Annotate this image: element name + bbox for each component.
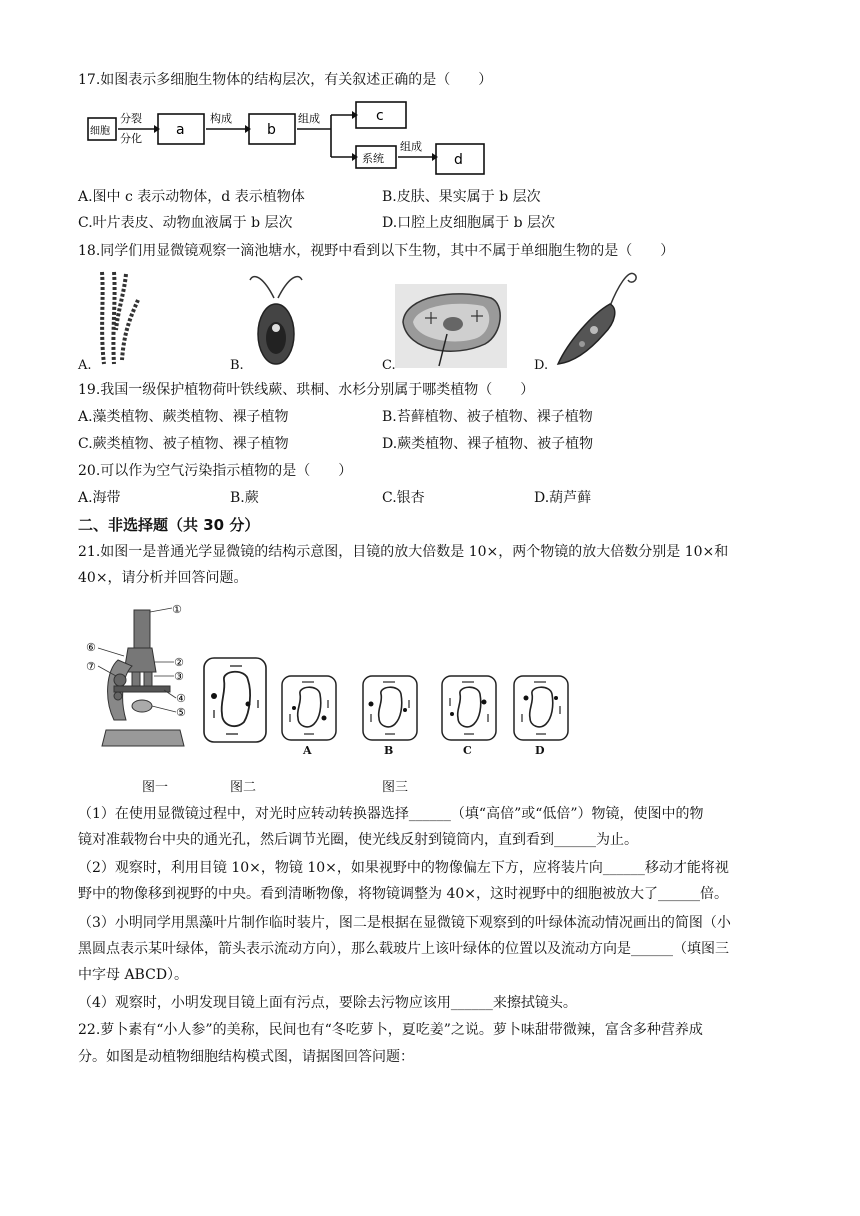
figure3-option-c bbox=[440, 674, 498, 742]
q18-label-c: C. bbox=[382, 358, 396, 373]
microscope-num-6: ⑥ bbox=[86, 641, 96, 654]
q21-part2-line2: 野中的物像移到视野的中央。看到清晰物像，将物镜调整为 40×，这时视野中的细胞被放大了______倍。 bbox=[78, 886, 728, 902]
figure3-option-d bbox=[512, 674, 570, 742]
box-d-label: d bbox=[454, 152, 463, 168]
q21-stem-line1: 21.如图一是普通光学显微镜的结构示意图，目镜的放大倍数是 10×，两个物镜的放大倍数分别是 10×和 bbox=[78, 544, 729, 560]
q21-part3-line3: 中字母 ABCD）。 bbox=[78, 967, 189, 983]
q18-label-d: D. bbox=[534, 358, 549, 373]
figure3-caption: 图三 bbox=[382, 780, 409, 795]
q20-option-a: A.海带 bbox=[78, 490, 121, 506]
q18-stem: 18.同学们用显微镜观察一滴池塘水，视野中看到以下生物，其中不属于单细胞生物的是（ ） bbox=[78, 243, 675, 259]
microscope-num-5: ⑤ bbox=[176, 706, 186, 719]
figure3-letter-a: A bbox=[303, 744, 312, 757]
differentiate-label: 分化 bbox=[120, 132, 142, 145]
microscope-diagram bbox=[84, 600, 192, 752]
filament-organism-image bbox=[92, 270, 148, 366]
forms3-label: 组成 bbox=[400, 140, 422, 153]
q19-option-d: D.蕨类植物、裸子植物、被子植物 bbox=[382, 436, 594, 452]
q17-structure-diagram bbox=[86, 100, 506, 180]
q22-line2: 分。如图是动植物细胞结构模式图，请据图回答问题： bbox=[78, 1049, 414, 1065]
microscope-num-1: ① bbox=[172, 603, 182, 616]
q18-label-b: B. bbox=[230, 358, 244, 373]
paramecium-image bbox=[395, 284, 507, 368]
q17-option-d: D.口腔上皮细胞属于 b 层次 bbox=[382, 215, 556, 231]
q19-option-a: A.藻类植物、蕨类植物、裸子植物 bbox=[78, 409, 289, 425]
q22-line1: 22.萝卜素有“小人参”的美称，民间也有“冬吃萝卜，夏吃姜”之说。萝卜味甜带微辣，富含多种营养成 bbox=[78, 1022, 703, 1038]
chloroplast-flow-figure2 bbox=[202, 656, 268, 744]
q17-option-b: B.皮肤、果实属于 b 层次 bbox=[382, 189, 541, 205]
q21-part4: （4）观察时，小明发现目镜上面有污点，要除去污物应该用______来擦拭镜头。 bbox=[78, 995, 577, 1011]
box-b-label: b bbox=[267, 122, 276, 138]
system-box-label: 系统 bbox=[362, 152, 384, 165]
q17-stem: 17.如图表示多细胞生物体的结构层次，有关叙述正确的是（ ） bbox=[78, 72, 493, 88]
q21-part3-line1: （3）小明同学用黑藻叶片制作临时装片，图二是根据在显微镜下观察到的叶绿体流动情况画出的简图（小 bbox=[78, 915, 731, 931]
euglena-image bbox=[548, 266, 644, 370]
figure3-option-a bbox=[280, 674, 338, 742]
q21-part1-line1: （1）在使用显微镜过程中，对光时应转动转换器选择______（填“高倍”或“低倍”）物镜，使图中的物 bbox=[78, 806, 704, 822]
section-title: 二、非选择题（共 30 分） bbox=[78, 516, 260, 534]
q17-option-c: C.叶片表皮、动物血液属于 b 层次 bbox=[78, 215, 293, 231]
microscope-num-4: ④ bbox=[176, 692, 186, 705]
q20-option-b: B.蕨 bbox=[230, 490, 259, 506]
q19-option-b: B.苔藓植物、被子植物、裸子植物 bbox=[382, 409, 593, 425]
divide-label: 分裂 bbox=[120, 112, 142, 125]
q21-part2-line1: （2）观察时，利用目镜 10×，物镜 10×，如果视野中的物像偏左下方，应将装片向______移动才能将视 bbox=[78, 860, 729, 876]
box-a-label: a bbox=[176, 122, 185, 138]
q21-stem-line2: 40×，请分析并回答问题。 bbox=[78, 570, 248, 586]
figure3-option-b bbox=[361, 674, 419, 742]
q17-option-a: A.图中 c 表示动物体，d 表示植物体 bbox=[78, 189, 305, 205]
chlamydomonas-image bbox=[244, 268, 308, 370]
q20-option-d: D.葫芦藓 bbox=[534, 490, 592, 506]
microscope-num-3: ③ bbox=[174, 670, 184, 683]
forms1-label: 构成 bbox=[210, 112, 232, 125]
box-c-label: c bbox=[376, 108, 384, 124]
microscope-num-2: ② bbox=[174, 656, 184, 669]
figure1-caption: 图一 bbox=[142, 780, 169, 795]
figure2-caption: 图二 bbox=[230, 780, 257, 795]
figure3-letter-c: C bbox=[463, 744, 472, 757]
q21-part3-line2: 黑圆点表示某叶绿体，箭头表示流动方向），那么载玻片上该叶绿体的位置以及流动方向是______（填图三 bbox=[78, 941, 729, 957]
forms2-label: 组成 bbox=[298, 112, 320, 125]
q20-option-c: C.银杏 bbox=[382, 490, 425, 506]
figure3-letter-b: B bbox=[384, 744, 394, 757]
figure3-letter-d: D bbox=[535, 744, 545, 757]
q19-option-c: C.蕨类植物、被子植物、裸子植物 bbox=[78, 436, 289, 452]
microscope-num-7: ⑦ bbox=[86, 660, 96, 673]
q20-stem: 20.可以作为空气污染指示植物的是（ ） bbox=[78, 463, 353, 479]
q19-stem: 19.我国一级保护植物荷叶铁线蕨、珙桐、水杉分别属于哪类植物（ ） bbox=[78, 382, 535, 398]
q21-part1-line2: 镜对准载物台中央的通光孔，然后调节光圈，使光线反射到镜筒内，直到看到______为止。 bbox=[78, 832, 638, 848]
cell-box-label: 细胞 bbox=[90, 126, 110, 137]
q18-label-a: A. bbox=[78, 358, 92, 373]
